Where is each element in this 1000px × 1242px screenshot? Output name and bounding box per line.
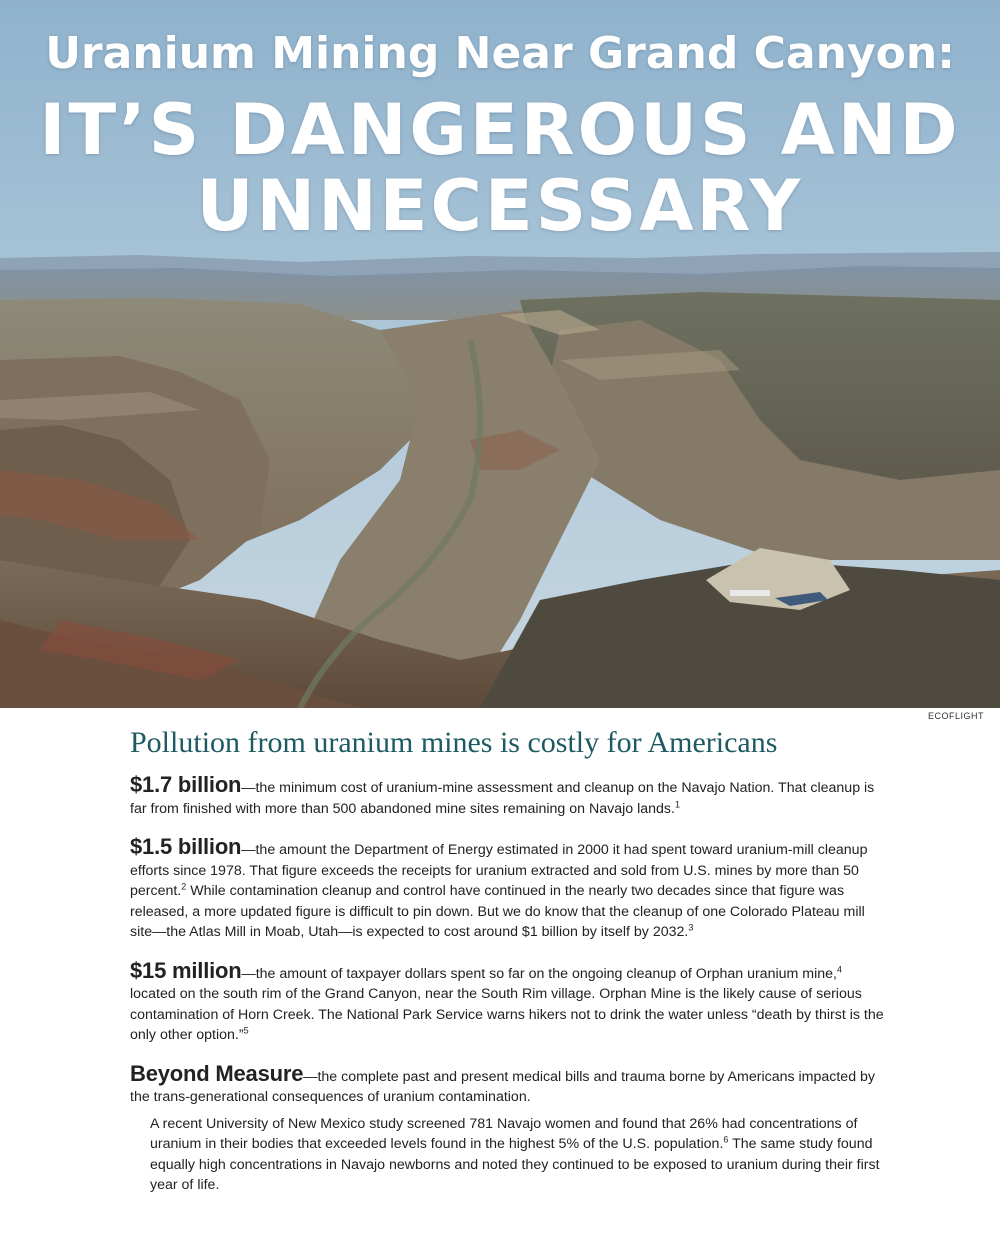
cost-text: —the amount of taxpayer dollars spent so far on the ongoing cleanup of Orphan uranium mine, — [241, 965, 837, 982]
headline-line-1: Uranium Mining Near Grand Canyon: — [45, 28, 955, 79]
cost-stat: $15 million — [130, 957, 242, 983]
cost-stat: $1.5 billion — [130, 834, 242, 859]
footnote-ref: 4 — [836, 963, 842, 974]
cost-text: —the minimum cost of uranium-mine assessment and cleanup on the Navajo Nation. That cleanup is far from finished with more than 500 abandoned mine sites remaining on Navajo lands. — [130, 780, 875, 817]
headline-main-line-a: IT’S DANGEROUS AND — [39, 89, 961, 171]
headline-main — [0, 89, 1000, 247]
cost-item-doe — [130, 834, 890, 943]
cost-text: While contamination cleanup and control have continued in the nearly two decades since that figure was released, a more updated figure is difficult to pin down. But we do know that the cleanup of one Colorado Plateau mill site—the Atlas Mill in Moab, Utah—is expected to cost around $1 billion by itself by 2032. — [130, 883, 865, 940]
study-text: The same study found equally high concentrations in Navajo newborns and noted they continued to be exposed to uranium during their first year of life. — [150, 1136, 880, 1193]
photo-credit: ECOFLIGHT — [927, 711, 984, 721]
cost-item-orphan-mine — [130, 957, 890, 1046]
headline-main-line-b: UNNECESSARY — [196, 165, 804, 247]
section-heading: Pollution from uranium mines is costly for Americans — [130, 726, 778, 759]
cost-text: —the complete past and present medical bills and trauma borne by Americans impacted by the trans-generational consequences of uranium contamination. — [130, 1068, 876, 1105]
cost-text: located on the south rim of the Grand Canyon, near the South Rim village. Orphan Mine is the likely cause of serious contamination of Horn Creek. The National Park Service warns hikers not to drink the water unless “death by thirst is the only other option.” — [130, 986, 884, 1043]
footnote-ref: 1 — [674, 798, 680, 809]
cost-item-navajo — [130, 772, 890, 819]
footnote-ref: 3 — [688, 922, 694, 933]
footnote-ref: 5 — [243, 1025, 249, 1036]
cost-stat: $1.7 billion — [130, 772, 242, 797]
cost-item-beyond-measure — [130, 1060, 890, 1108]
article-body — [130, 725, 890, 1196]
cost-stat: Beyond Measure — [130, 1060, 304, 1086]
footnote-ref: 2 — [181, 881, 187, 892]
study-text: A recent University of New Mexico study screened 781 Navajo women and found that 26% had concentrations of uranium in their bodies that exceeded levels found in the highest 5% of the U.S. population. — [150, 1115, 858, 1152]
study-paragraph — [150, 1114, 890, 1196]
cost-text: —the amount the Department of Energy estimated in 2000 it had spent toward uranium-mill cleanup efforts since 1978. That figure exceeds the receipts for uranium extracted and sold from U.S. mines by more than 50 percent. — [130, 842, 868, 899]
footnote-ref: 6 — [723, 1134, 729, 1145]
